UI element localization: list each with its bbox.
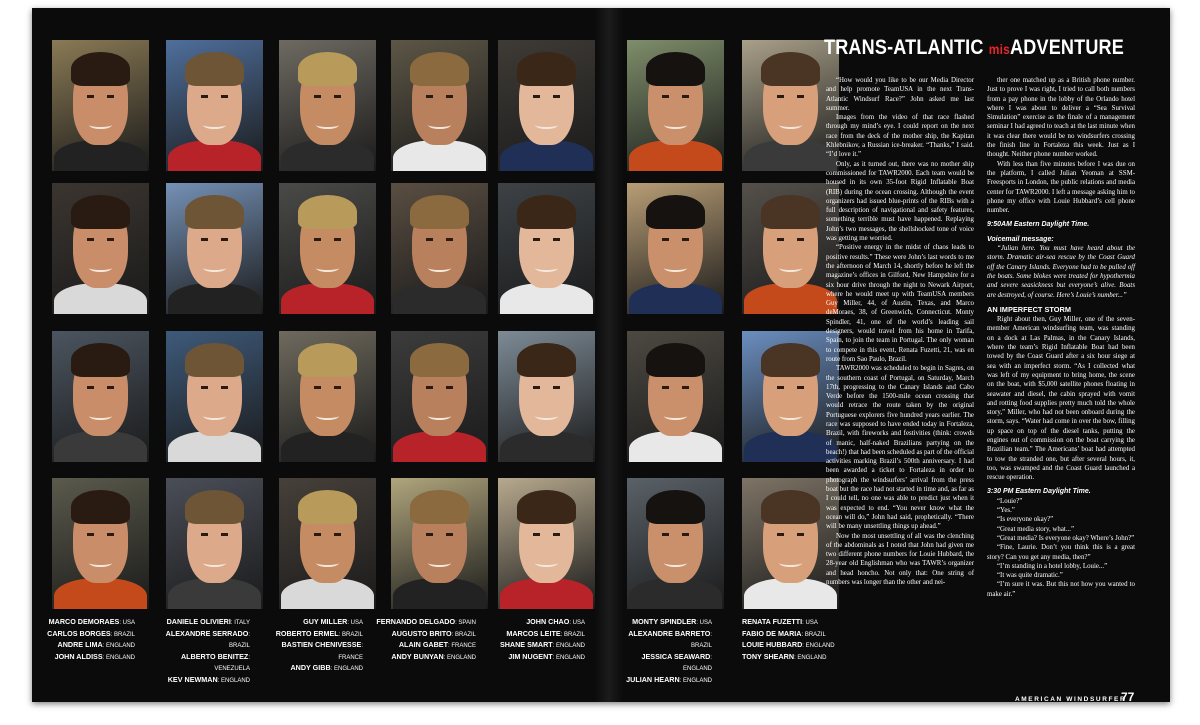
caption-country: : BRAZIL xyxy=(690,631,712,650)
caption-person-name: JULIAN HEARN xyxy=(626,674,680,684)
caption-person-name: AUGUSTO BRITO xyxy=(391,628,452,638)
caption-country: : ITALY xyxy=(230,620,250,626)
photo-eyes xyxy=(314,238,341,241)
photo-eyes xyxy=(426,386,453,389)
photo-eyes xyxy=(314,386,341,389)
crew-portrait-photo xyxy=(52,331,149,462)
crew-portrait-photo xyxy=(391,331,488,462)
crew-portrait-photo xyxy=(279,331,376,462)
caption-line xyxy=(742,617,842,629)
caption-person-name: ROBERTO ERMEL xyxy=(275,628,339,638)
caption-line xyxy=(742,629,842,641)
photo-eyes xyxy=(777,533,804,536)
photo-hair xyxy=(646,195,704,229)
caption-country: : ENGLAND xyxy=(102,643,135,650)
crew-portrait-photo xyxy=(742,183,839,314)
crew-portrait-photo xyxy=(279,183,376,314)
photo-caption xyxy=(612,617,712,687)
photo-eyes xyxy=(87,95,114,98)
caption-country: : USA xyxy=(347,620,363,626)
photo-eyes xyxy=(777,238,804,241)
body-paragraph: “Yes.” xyxy=(997,507,1015,515)
body-paragraph: Only, as it turned out, there was no mother ship commissioned for TAWR2000. Each team would be housed in its own 35-foot Rigid Inflatable Boat (RIB) during the ocean crossing. Although the event organizers had issued blue-prints of the RIBs with a full description of navigational and safety features, something terrible must have happened. Replaying John’s two messages, the shellshocked tone of voice was getting me worried. xyxy=(826,160,974,243)
caption-person-name: MARCO DEMORAES xyxy=(48,617,120,626)
body-paragraph: Now the most unsettling of all was the clenching of the abdominals as I noted that John had given me two different phone numbers for Louie Hubbard, the 28-year old Englishman who was TAWR’s organizer and head honcho. Not only that: One string of numbers was longer than the other and nei- xyxy=(826,532,974,587)
caption-person-name: JESSICA SEAWARD xyxy=(641,651,711,661)
page-fold xyxy=(595,8,623,702)
crew-portrait-photo xyxy=(166,478,263,609)
caption-country: : BRAZIL xyxy=(801,631,826,638)
voicemail-quote: “Julian here. You must have heard about the storm. Dramatic air-sea rescue by the Coast Guard off the Canary Islands. Everyone had to be pulled off the boats. Some blokes were treated for hypothermia and severe seasickness but everyone’s alive. Boats are destroyed, of course. Here’s Louie’s number...” xyxy=(987,245,1135,299)
crew-portrait-photo xyxy=(742,478,839,609)
caption-person-name: ANDY BUNYAN xyxy=(391,651,444,661)
caption-line xyxy=(150,617,250,629)
crew-portrait-photo xyxy=(166,331,263,462)
crew-portrait-photo xyxy=(166,183,263,314)
body-paragraph: “Is everyone okay?” xyxy=(997,516,1054,524)
caption-country: : ENGLAND xyxy=(217,677,250,684)
photo-eyes xyxy=(533,238,560,241)
photo-hair xyxy=(761,343,819,377)
body-paragraph: Right about then, Guy Miller, one of the seven-member American windsurfing team, was standing on a dock at Las Palmas, in the Canary Islands, where the team’s Rigid Inflatable Boat had been towed by the Coast Guard after a six hour siege at sea with an imperfect storm. “As I collected what was left of my equipment to bring home, the scene on the boat, with $5,000 satellite phones floating in seawater and diesel, the cabin sprayed with vomit and rotting food supplies pretty much told the whole story,” Miller, who had not been onboard during the storm, says. “Water had come in over the bow, filling up space on top of the diesel tanks, putting the engines out of commission on the boat carrying the Brazilian team.” The Americans’ boat had attempted to tow the stranded one, but after several hours, it, too, was swamped and the Coast Guard launched a rescue operation. xyxy=(987,316,1135,482)
caption-person-name: BASTIEN CHENIVESSE xyxy=(281,640,362,650)
photo-eyes xyxy=(87,238,114,241)
crew-portrait-photo xyxy=(498,40,595,171)
crew-portrait-photo xyxy=(627,478,724,609)
photo-hair xyxy=(185,195,243,229)
photo-eyes xyxy=(662,95,689,98)
caption-person-name: FERNANDO DELGADO xyxy=(376,617,456,626)
photo-hair xyxy=(298,490,356,524)
caption-country: : ENGLAND xyxy=(802,643,835,650)
caption-country: : ENGLAND xyxy=(330,666,363,673)
photo-hair xyxy=(761,52,819,86)
caption-line xyxy=(263,617,363,629)
caption-line xyxy=(150,629,250,652)
article-title xyxy=(824,36,1124,60)
photo-hair xyxy=(646,52,704,86)
page-number: 77 xyxy=(1121,690,1135,704)
timestamp-subhead: 3:30 PM Eastern Daylight Time. xyxy=(987,488,1091,496)
title-prefix: TRANS-ATLANTIC xyxy=(824,36,989,59)
caption-country: : ENGLAND xyxy=(552,643,585,650)
caption-line xyxy=(742,640,842,652)
caption-line xyxy=(376,652,476,664)
photo-eyes xyxy=(201,95,228,98)
title-mis: mis xyxy=(988,41,1011,57)
caption-country: : FRANCE xyxy=(447,643,476,650)
photo-eyes xyxy=(662,533,689,536)
caption-line xyxy=(612,617,712,629)
photo-hair xyxy=(298,195,356,229)
body-paragraph: “Louie?” xyxy=(997,497,1023,505)
caption-person-name: GUY MILLER xyxy=(303,617,348,626)
photo-hair xyxy=(517,52,575,86)
crew-portrait-photo xyxy=(391,183,488,314)
crew-portrait-photo xyxy=(498,183,595,314)
photo-caption xyxy=(150,617,250,687)
caption-country: : ENGLAND xyxy=(682,654,712,673)
photo-hair xyxy=(410,195,468,229)
caption-line xyxy=(485,652,585,664)
caption-line xyxy=(263,663,363,675)
body-paragraph: “I’m sure it was. But this not how you wanted to make air.” xyxy=(987,581,1135,598)
caption-person-name: ALAIN GABET xyxy=(398,640,448,650)
photo-eyes xyxy=(426,238,453,241)
photo-hair xyxy=(761,195,819,229)
caption-country: : BRAZIL xyxy=(110,631,135,638)
photo-eyes xyxy=(662,238,689,241)
caption-country: : SPAIN xyxy=(455,620,476,626)
caption-line xyxy=(263,640,363,663)
photo-eyes xyxy=(662,386,689,389)
body-paragraph: “Great media? Is everyone okay? Where’s John?” xyxy=(997,534,1135,542)
photo-eyes xyxy=(201,533,228,536)
photo-hair xyxy=(71,52,129,86)
crew-portrait-photo xyxy=(627,331,724,462)
caption-person-name: JIM NUGENT xyxy=(508,651,553,661)
crew-portrait-photo xyxy=(627,40,724,171)
caption-person-name: RENATA FUZETTI xyxy=(742,617,803,626)
body-paragraph: Images from the video of that race flashed through my mind’s eye. I could report on the next race from the deck of the mother ship, the Kapitan Khlebnikov, a Russian ice-breaker. “Thanks,” I said. “I’d love it.” xyxy=(826,114,974,159)
photo-caption xyxy=(485,617,585,663)
photo-eyes xyxy=(533,95,560,98)
photo-hair xyxy=(410,52,468,86)
caption-line xyxy=(376,617,476,629)
caption-person-name: ALEXANDRE BARRETO xyxy=(628,628,711,638)
crew-portrait-photo xyxy=(52,183,149,314)
caption-country: : USA xyxy=(696,620,712,626)
caption-line xyxy=(742,652,842,664)
caption-person-name: ANDY GIBB xyxy=(290,663,331,673)
timestamp-subhead: Voicemail message: xyxy=(987,235,1054,243)
title-suffix: ADVENTURE xyxy=(1010,36,1124,59)
photo-hair xyxy=(646,490,704,524)
photo-eyes xyxy=(533,386,560,389)
caption-country: : VENEZUELA xyxy=(214,654,250,673)
photo-eyes xyxy=(777,95,804,98)
caption-country: : ENGLAND xyxy=(794,654,827,661)
caption-person-name: JOHN ALDISS xyxy=(54,651,103,661)
caption-person-name: ALEXANDRE SERRADO xyxy=(165,628,249,638)
photo-caption xyxy=(742,617,842,663)
caption-line xyxy=(612,629,712,652)
photo-hair xyxy=(517,490,575,524)
photo-eyes xyxy=(426,95,453,98)
crew-portrait-photo xyxy=(498,331,595,462)
caption-person-name: MONTY SPINDLER xyxy=(632,617,697,626)
photo-eyes xyxy=(314,533,341,536)
crew-portrait-photo xyxy=(498,478,595,609)
photo-hair xyxy=(298,343,356,377)
photo-hair xyxy=(185,52,243,86)
crew-portrait-photo xyxy=(166,40,263,171)
body-paragraph: “How would you like to be our Media Director and help promote TeamUSA in the next Trans-Atlantic Windsurf Race?” John asked me last summer. xyxy=(826,77,974,112)
photo-hair xyxy=(185,343,243,377)
photo-eyes xyxy=(426,533,453,536)
caption-country: : USA xyxy=(119,620,135,626)
body-paragraph: “Positive energy in the midst of chaos leads to positive results.” These were John’s last words to me the afternoon of March 14, shortly before he left the magazine’s offices in Gilford, New Hampshire for a six hour drive through the night to Newark Airport, where he would meet up with TeamUSA members Guy Miller, 44, of Austin, Texas, and Marco deMoraes, 38, of Greenwich, Connecticut. Monty Spindler, 41, one of the world’s leading sail designers, would travel from his home in Tarifa, Spain, to join the team in Portugal. The only woman to compete in this event, Renata Fuzetti, 21, was en route from Sao Paulo, Brazil. xyxy=(826,244,974,363)
caption-country: : ENGLAND xyxy=(552,654,585,661)
section-heading: AN IMPERFECT STORM xyxy=(987,304,1072,314)
photo-hair xyxy=(410,343,468,377)
crew-portrait-photo xyxy=(391,478,488,609)
photo-eyes xyxy=(201,238,228,241)
caption-person-name: LOUIE HUBBARD xyxy=(742,640,803,650)
caption-person-name: FABIO DE MARIA xyxy=(742,628,802,638)
caption-person-name: TONY SHEARN xyxy=(742,651,795,661)
timestamp-subhead: 9:50AM Eastern Daylight Time. xyxy=(987,221,1090,229)
caption-country: : ENGLAND xyxy=(102,654,135,661)
caption-line xyxy=(485,617,585,629)
caption-country: : USA xyxy=(802,620,818,626)
article-column-1 xyxy=(826,76,974,587)
caption-line xyxy=(612,652,712,675)
photo-hair xyxy=(517,343,575,377)
caption-line xyxy=(376,640,476,652)
body-paragraph: “It was quite dramatic.” xyxy=(997,572,1063,580)
caption-person-name: MARCOS LEITE xyxy=(506,628,561,638)
crew-portrait-photo xyxy=(279,40,376,171)
caption-person-name: JOHN CHAO xyxy=(526,617,570,626)
caption-country: : ENGLAND xyxy=(679,677,712,684)
caption-person-name: KEV NEWMAN xyxy=(167,674,218,684)
photo-eyes xyxy=(201,386,228,389)
caption-line xyxy=(35,640,135,652)
photo-hair xyxy=(646,343,704,377)
caption-person-name: ANDRE LIMA xyxy=(57,640,103,650)
caption-country: : BRAZIL xyxy=(451,631,476,638)
caption-country: : BRAZIL xyxy=(338,631,363,638)
caption-line xyxy=(376,629,476,641)
caption-line xyxy=(35,652,135,664)
caption-line xyxy=(485,640,585,652)
caption-line xyxy=(35,617,135,629)
caption-person-name: ALBERTO BENITEZ xyxy=(180,651,249,661)
photo-eyes xyxy=(87,386,114,389)
caption-country: : BRAZIL xyxy=(560,631,585,638)
caption-line xyxy=(35,629,135,641)
photo-hair xyxy=(761,490,819,524)
photo-eyes xyxy=(314,95,341,98)
photo-hair xyxy=(298,52,356,86)
caption-person-name: CARLOS BORGES xyxy=(47,628,111,638)
footer-publication: AMERICAN WINDSURFER xyxy=(1015,696,1127,703)
crew-portrait-photo xyxy=(627,183,724,314)
body-paragraph: “I’m standing in a hotel lobby, Louie...” xyxy=(997,562,1108,570)
caption-line xyxy=(485,629,585,641)
caption-line xyxy=(150,652,250,675)
caption-line xyxy=(150,675,250,687)
photo-caption xyxy=(35,617,135,663)
photo-caption xyxy=(263,617,363,675)
crew-portrait-photo xyxy=(391,40,488,171)
body-paragraph: With less than five minutes before I was due on the platform, I called Julian Yeoman at SSM-Freesports in London, the public relations and media center for TAWR2000. I left a message asking him to phone my office with Louie Hubbard’s cell phone number. xyxy=(987,160,1135,215)
photo-hair xyxy=(517,195,575,229)
caption-line xyxy=(263,629,363,641)
caption-country: : USA xyxy=(569,620,585,626)
photo-hair xyxy=(71,343,129,377)
photo-eyes xyxy=(87,533,114,536)
photo-eyes xyxy=(777,386,804,389)
photo-hair xyxy=(410,490,468,524)
caption-country: : BRAZIL xyxy=(228,631,250,650)
caption-person-name: SHANE SMART xyxy=(499,640,553,650)
body-paragraph: “Great media story, what...” xyxy=(997,525,1075,533)
photo-hair xyxy=(71,195,129,229)
photo-hair xyxy=(71,490,129,524)
body-paragraph: ther one matched up as a British phone number. Just to prove I was right, I tried to call both numbers from a pay phone in the lobby of the Orlando hotel where I was about to deliver a “Sea Survival Simulation” exercise as the finale of a management seminar I had agreed to teach at the last minute when it was clear there would be no windsurfers crossing the finish line in Fortaleza this week. Just as I thought. Neither phone number worked. xyxy=(987,77,1135,159)
crew-portrait-photo xyxy=(52,478,149,609)
caption-country: : ENGLAND xyxy=(443,654,476,661)
photo-hair xyxy=(185,490,243,524)
body-paragraph: “Fine, Laurie. Don’t you think this is a great story? Can you get any media, then?” xyxy=(987,544,1135,561)
caption-country: : FRANCE xyxy=(338,643,363,661)
photo-eyes xyxy=(533,533,560,536)
article-column-2 xyxy=(987,76,1135,599)
crew-portrait-photo xyxy=(279,478,376,609)
photo-caption xyxy=(376,617,476,663)
caption-line xyxy=(612,675,712,687)
caption-person-name: DANIELE OLIVIERI xyxy=(166,617,231,626)
body-paragraph: TAWR2000 was scheduled to begin in Sagres, on the southern coast of Portugal, on Saturday, March 17th, progressing to the Canary Islands and Cabo Verde before the 1500-mile ocean crossing that would retrace the route taken by the original Portuguese explorers five hundred years earlier. The race was supposed to have ended today in Fortaleza, Brazil, with fireworks and festivities (think: crowds of manic, half-naked Brazilians partying on the beach!) that had been scheduled as part of the official activities marking Brazil’s 500th anniversary. I had been awarded a ticket to Fortaleza in order to photograph the windsurfers’ arrival from the press boat but the race had not started in time and, as far as I could tell, no one was able to predict just when it was expected to end. “You never know what the ocean will do,” John had said, prophetically. “There will be many unsettling things up ahead.” xyxy=(826,365,974,531)
crew-portrait-photo xyxy=(742,331,839,462)
crew-portrait-photo xyxy=(52,40,149,171)
